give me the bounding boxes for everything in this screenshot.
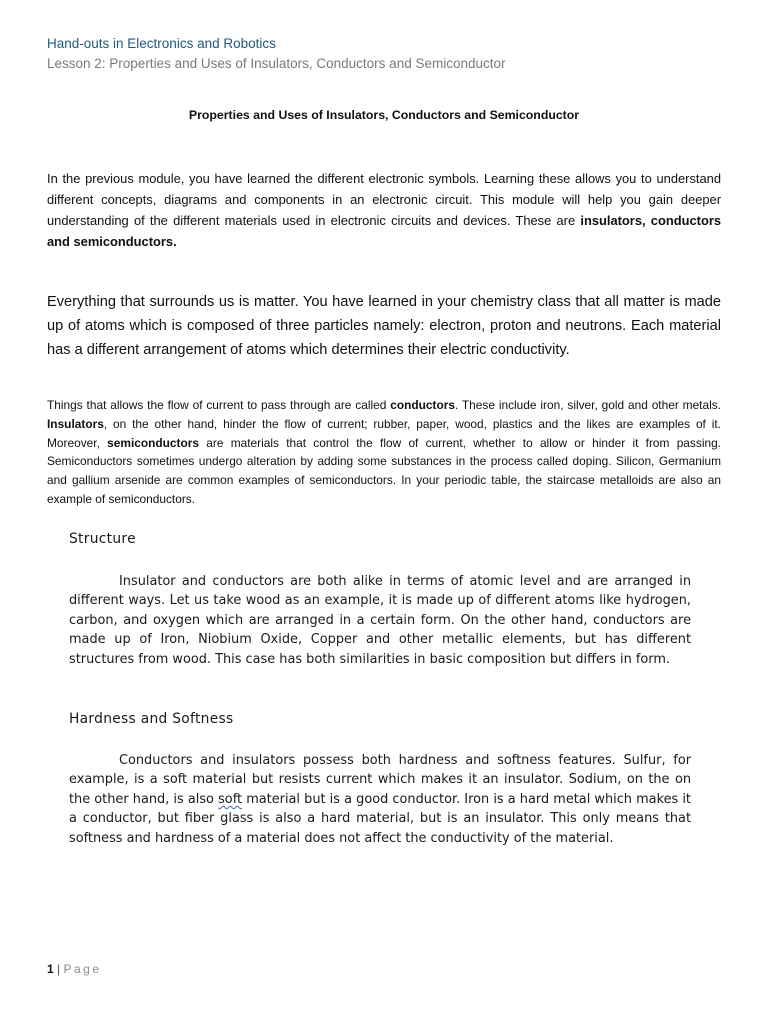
page-footer [47, 962, 102, 976]
spellcheck-word-soft[interactable]: soft [218, 791, 243, 807]
definitions-text-2: . These include iron, silver, gold and other metals. [454, 398, 721, 412]
definitions-paragraph [47, 396, 721, 509]
matter-paragraph: Everything that surrounds us is matter. You have learned in your chemistry class that all matter is made up of atoms which is composed of three particles namely: electron, proton and neutrons. Each material has a different arrangement of atoms which determines their electric conductivity. [47, 294, 721, 358]
document-title: Properties and Uses of Insulators, Conductors and Semiconductor [188, 108, 580, 122]
definitions-text-1: Things that allows the flow of current to pass through are called [47, 398, 391, 412]
footer-separator: | [57, 962, 61, 976]
header-lesson-title: Lesson 2: Properties and Uses of Insulators, Conductors and Semiconductor [47, 56, 506, 71]
term-semiconductors: semiconductors [107, 435, 199, 450]
intro-text: In the previous module, you have learned the different electronic symbols. Learning these allows you to understand different concepts, diagrams and components in an electronic circuit. This module will help you gain deeper understanding of the different materials used in electronic circuits and devices. These are [47, 171, 721, 228]
term-conductors: conductors [390, 398, 455, 412]
header-series-title: Hand-outs in Electronics and Robotics [47, 36, 276, 51]
term-insulators: Insulators [47, 416, 104, 431]
page-number: 1 [47, 962, 54, 976]
definitions-text-4: are materials that control the flow of current, whether to allow or hinder it from passing. Semiconductors sometimes undergo alteration by adding some substances in the process called doping. Silicon, Germanium and gallium arsenide are common examples of semiconductors. In your periodic table, the staircase metalloids are also an example of semiconductors. [47, 435, 721, 506]
page-label: Page [63, 962, 102, 976]
intro-bold-text: insulators, conductors and semiconductors. [47, 213, 721, 249]
hardness-heading: Hardness and Softness [69, 711, 234, 727]
hardness-text-1: Conductors and insulators possess both hardness and softness features. Sulfur, for example, is a soft material but resists current which makes it an insulator. Sodium, on the on the other hand, is also [69, 753, 691, 807]
structure-heading: Structure [69, 531, 136, 547]
structure-body: Insulator and conductors are both alike in terms of atomic level and are arranged in different ways. Let us take wood as an example, it is made up of different atoms like hydrogen, carbon, and oxygen which are arranged in a certain form. On the other hand, conductors are made up of Iron, Niobium Oxide, Copper and other metallic elements, but has different structures from wood. This case has both similarities in basic composition but differs in form. [69, 574, 691, 667]
hardness-text-2: material but is a good conductor. Iron is a hard metal which makes it a conductor, but fiber glass is also a hard material, but is an insulator. This only means that softness and hardness of a material does not affect the conductivity of the material. [69, 791, 691, 846]
intro-paragraph [47, 168, 721, 252]
hardness-body [69, 751, 691, 848]
definitions-text-3: , on the other hand, hinder the flow of current; rubber, paper, wood, plastics and the likes are examples of it. Moreover, [47, 416, 721, 450]
